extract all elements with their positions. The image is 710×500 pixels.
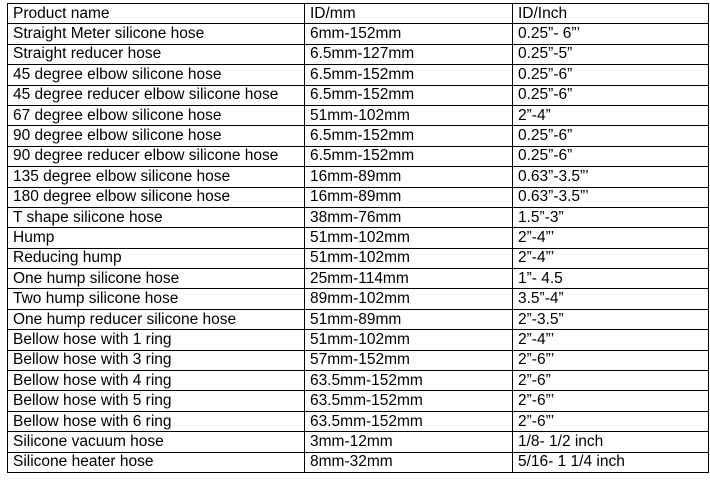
table-row [8, 105, 709, 125]
product-name-cell: One hump reducer silicone hose [8, 309, 305, 329]
id-mm-cell: 63.5mm-152mm [305, 391, 513, 411]
product-name-cell: Reducing hump [8, 248, 305, 268]
id-mm-cell: 89mm-102mm [305, 289, 513, 309]
table-row [8, 371, 709, 391]
id-mm-cell: 51mm-102mm [305, 330, 513, 350]
id-inch-cell: 3.5”-4” [513, 289, 709, 309]
id-inch-cell: 2”-6”’ [513, 391, 709, 411]
table-row [8, 330, 709, 350]
id-inch-cell: 0.25”-6” [513, 146, 709, 166]
id-inch-cell: 0.25”- 6”’ [513, 24, 709, 44]
id-mm-cell: 51mm-102mm [305, 105, 513, 125]
id-inch-cell: 1”- 4.5 [513, 269, 709, 289]
product-name-cell: Straight Meter silicone hose [8, 24, 305, 44]
product-name-cell: Straight reducer hose [8, 44, 305, 64]
id-mm-cell: 51mm-102mm [305, 248, 513, 268]
id-inch-cell: 1.5”-3” [513, 207, 709, 227]
id-inch-cell: 0.25”-5” [513, 44, 709, 64]
product-name-cell: T shape silicone hose [8, 207, 305, 227]
product-name-cell: 45 degree reducer elbow silicone hose [8, 85, 305, 105]
table-row [8, 452, 709, 472]
product-name-cell: Bellow hose with 4 ring [8, 371, 305, 391]
table-row [8, 289, 709, 309]
table-row [8, 248, 709, 268]
id-mm-cell: 8mm-32mm [305, 452, 513, 472]
id-mm-cell: 16mm-89mm [305, 167, 513, 187]
id-inch-cell: 0.63”-3.5”’ [513, 187, 709, 207]
table-row [8, 187, 709, 207]
table-row [8, 309, 709, 329]
id-mm-cell: 57mm-152mm [305, 350, 513, 370]
product-name-cell: Bellow hose with 6 ring [8, 411, 305, 431]
table-row [8, 432, 709, 452]
table-row [8, 146, 709, 166]
product-name-cell: 90 degree elbow silicone hose [8, 126, 305, 146]
table-row [8, 65, 709, 85]
id-mm-cell: 63.5mm-152mm [305, 411, 513, 431]
id-inch-cell: 0.25”-6” [513, 85, 709, 105]
id-inch-cell: 2”-4”’ [513, 248, 709, 268]
table-row [8, 24, 709, 44]
header-id-mm: ID/mm [305, 4, 513, 24]
id-mm-cell: 3mm-12mm [305, 432, 513, 452]
id-mm-cell: 6.5mm-152mm [305, 146, 513, 166]
table-row [8, 391, 709, 411]
id-inch-cell: 2”-4”’ [513, 330, 709, 350]
product-name-cell: Bellow hose with 3 ring [8, 350, 305, 370]
table-row [8, 44, 709, 64]
product-spec-table [7, 3, 709, 473]
product-name-cell: 45 degree elbow silicone hose [8, 65, 305, 85]
product-name-cell: Silicone vacuum hose [8, 432, 305, 452]
id-inch-cell: 2”-4” [513, 105, 709, 125]
id-mm-cell: 16mm-89mm [305, 187, 513, 207]
id-inch-cell: 1/8- 1/2 inch [513, 432, 709, 452]
product-name-cell: Bellow hose with 1 ring [8, 330, 305, 350]
header-product-name: Product name [8, 4, 305, 24]
id-mm-cell: 51mm-102mm [305, 228, 513, 248]
id-mm-cell: 6.5mm-152mm [305, 85, 513, 105]
id-mm-cell: 25mm-114mm [305, 269, 513, 289]
table-row [8, 126, 709, 146]
table-row [8, 207, 709, 227]
header-id-inch: ID/Inch [513, 4, 709, 24]
id-mm-cell: 6.5mm-152mm [305, 126, 513, 146]
product-name-cell: 67 degree elbow silicone hose [8, 105, 305, 125]
product-name-cell: One hump silicone hose [8, 269, 305, 289]
table-row [8, 228, 709, 248]
id-inch-cell: 0.25”-6” [513, 126, 709, 146]
id-mm-cell: 6mm-152mm [305, 24, 513, 44]
id-mm-cell: 63.5mm-152mm [305, 371, 513, 391]
table-row [8, 269, 709, 289]
id-mm-cell: 38mm-76mm [305, 207, 513, 227]
table-row [8, 167, 709, 187]
product-name-cell: Silicone heater hose [8, 452, 305, 472]
product-name-cell: 180 degree elbow silicone hose [8, 187, 305, 207]
id-inch-cell: 0.25”-6” [513, 65, 709, 85]
id-inch-cell: 2”-6”’ [513, 350, 709, 370]
table-row [8, 85, 709, 105]
product-name-cell: Two hump silicone hose [8, 289, 305, 309]
table-row [8, 411, 709, 431]
table-row [8, 350, 709, 370]
product-name-cell: 90 degree reducer elbow silicone hose [8, 146, 305, 166]
id-inch-cell: 5/16- 1 1/4 inch [513, 452, 709, 472]
id-inch-cell: 2”-6” [513, 371, 709, 391]
id-mm-cell: 6.5mm-152mm [305, 65, 513, 85]
id-inch-cell: 2”-4”’ [513, 228, 709, 248]
spec-table-body [8, 4, 709, 473]
id-inch-cell: 0.63”-3.5”’ [513, 167, 709, 187]
id-mm-cell: 51mm-89mm [305, 309, 513, 329]
product-name-cell: Hump [8, 228, 305, 248]
id-inch-cell: 2”-3.5” [513, 309, 709, 329]
header-row [8, 4, 709, 24]
product-name-cell: Bellow hose with 5 ring [8, 391, 305, 411]
id-mm-cell: 6.5mm-127mm [305, 44, 513, 64]
product-name-cell: 135 degree elbow silicone hose [8, 167, 305, 187]
id-inch-cell: 2”-6”’ [513, 411, 709, 431]
